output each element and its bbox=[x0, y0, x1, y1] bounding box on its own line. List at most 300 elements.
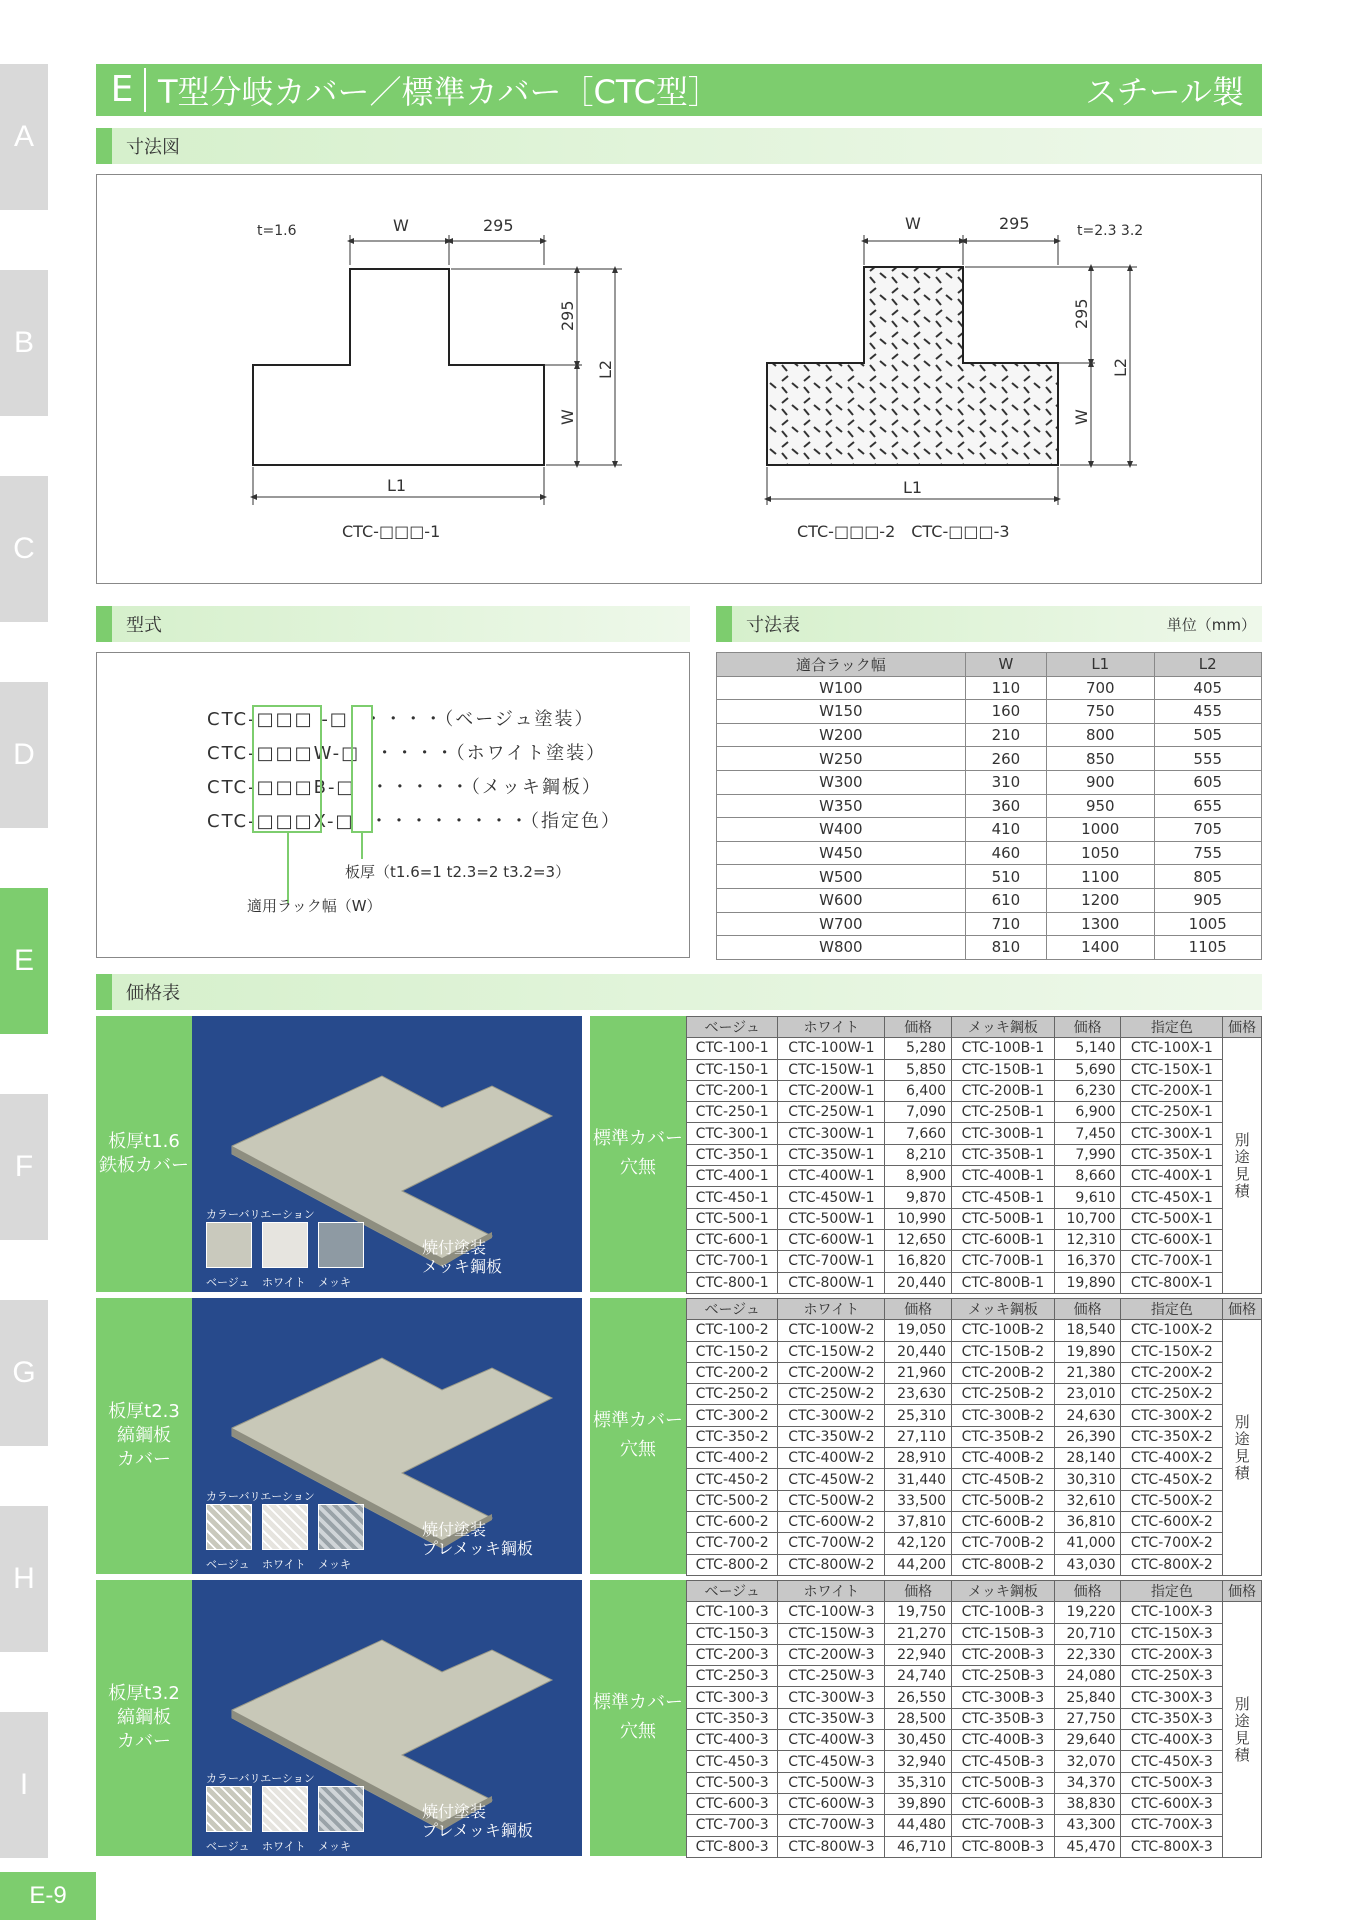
table-cell: CTC-600-1 bbox=[687, 1229, 778, 1250]
table-row bbox=[687, 1362, 1262, 1383]
price-note: 別途見積 bbox=[1223, 1038, 1262, 1294]
table-cell: CTC-300X-3 bbox=[1121, 1687, 1223, 1708]
table-row bbox=[717, 818, 1262, 842]
color-swatch-white bbox=[262, 1504, 308, 1550]
table-header: ベージュ bbox=[687, 1017, 778, 1038]
price-block bbox=[96, 1298, 1262, 1574]
table-row bbox=[687, 1751, 1262, 1772]
thickness-leader-line bbox=[361, 833, 363, 859]
table-cell: 655 bbox=[1154, 794, 1262, 818]
table-cell: CTC-600X-2 bbox=[1121, 1511, 1223, 1532]
table-header: ホワイト bbox=[778, 1017, 885, 1038]
table-row bbox=[687, 1469, 1262, 1490]
table-cell: 460 bbox=[965, 841, 1046, 865]
table-cell: 39,890 bbox=[885, 1793, 952, 1814]
table-cell: 5,690 bbox=[1054, 1059, 1121, 1080]
table-cell: W600 bbox=[717, 888, 966, 912]
table-row bbox=[687, 1384, 1262, 1405]
table-cell: CTC-800-3 bbox=[687, 1836, 778, 1857]
table-row bbox=[687, 1144, 1262, 1165]
dim-295-vertical-label: 295 bbox=[558, 300, 577, 331]
table-cell: CTC-450B-3 bbox=[952, 1751, 1055, 1772]
table-header: メッキ鋼板 bbox=[952, 1017, 1055, 1038]
table-cell: CTC-200W-3 bbox=[778, 1644, 885, 1665]
table-cell: CTC-100B-1 bbox=[952, 1038, 1055, 1059]
table-header: 指定色 bbox=[1121, 1299, 1223, 1320]
table-cell: 10,990 bbox=[885, 1208, 952, 1229]
page-title: T型分岐カバー／標準カバー［CTC型］ bbox=[158, 73, 720, 111]
product-image bbox=[192, 1298, 582, 1574]
table-row bbox=[717, 747, 1262, 771]
table-cell: CTC-400W-1 bbox=[778, 1166, 885, 1187]
w-vertical-label-right: W bbox=[1072, 409, 1091, 425]
drawing-caption-right: CTC-□□□-2 CTC-□□□-3 bbox=[797, 522, 1010, 541]
l1-label-right: L1 bbox=[903, 478, 923, 497]
table-cell: CTC-450W-2 bbox=[778, 1469, 885, 1490]
table-cell: CTC-700X-3 bbox=[1121, 1815, 1223, 1836]
table-header: 価格 bbox=[885, 1017, 952, 1038]
table-cell: CTC-450B-1 bbox=[952, 1187, 1055, 1208]
table-cell: 41,000 bbox=[1054, 1533, 1121, 1554]
table-cell: CTC-150B-2 bbox=[952, 1341, 1055, 1362]
finish-label: 焼付塗装 プレメッキ鋼板 bbox=[422, 1520, 533, 1559]
table-cell: 410 bbox=[965, 818, 1046, 842]
table-row bbox=[687, 1448, 1262, 1469]
table-cell: CTC-600B-1 bbox=[952, 1229, 1055, 1250]
table-header: メッキ鋼板 bbox=[952, 1299, 1055, 1320]
width-code-highlight bbox=[252, 705, 322, 833]
table-cell: 755 bbox=[1154, 841, 1262, 865]
table-cell: 20,710 bbox=[1054, 1623, 1121, 1644]
table-cell: 46,710 bbox=[885, 1836, 952, 1857]
table-cell: CTC-500X-1 bbox=[1121, 1208, 1223, 1229]
table-cell: CTC-350X-2 bbox=[1121, 1426, 1223, 1447]
color-swatch-beige bbox=[206, 1786, 252, 1832]
table-cell: 900 bbox=[1047, 770, 1154, 794]
table-cell: CTC-500B-2 bbox=[952, 1490, 1055, 1511]
table-header: 価格 bbox=[885, 1299, 952, 1320]
side-tab-d[interactable]: D bbox=[0, 682, 48, 828]
drawing-caption-left: CTC-□□□-1 bbox=[342, 522, 441, 541]
table-header: 適合ラック幅 bbox=[717, 653, 966, 677]
table-row bbox=[717, 841, 1262, 865]
table-cell: CTC-800B-1 bbox=[952, 1272, 1055, 1293]
table-cell: 5,280 bbox=[885, 1038, 952, 1059]
table-cell: CTC-100X-3 bbox=[1121, 1602, 1223, 1623]
table-cell: 1100 bbox=[1047, 865, 1154, 889]
table-row bbox=[687, 1772, 1262, 1793]
table-cell: CTC-300-2 bbox=[687, 1405, 778, 1426]
table-cell: 905 bbox=[1154, 888, 1262, 912]
table-row bbox=[717, 794, 1262, 818]
table-cell: 16,820 bbox=[885, 1251, 952, 1272]
table-cell: CTC-200-1 bbox=[687, 1080, 778, 1101]
side-tab-f[interactable]: F bbox=[0, 1094, 48, 1240]
table-cell: 43,030 bbox=[1054, 1554, 1121, 1575]
side-tab-h[interactable]: H bbox=[0, 1506, 48, 1652]
table-cell: 1005 bbox=[1154, 912, 1262, 936]
table-cell: CTC-300W-2 bbox=[778, 1405, 885, 1426]
t-shape-checkered bbox=[767, 267, 1058, 465]
table-cell: W300 bbox=[717, 770, 966, 794]
table-cell: CTC-600B-2 bbox=[952, 1511, 1055, 1532]
section-title: 寸法図 bbox=[126, 137, 180, 158]
table-cell: CTC-100W-3 bbox=[778, 1602, 885, 1623]
table-header: 価格 bbox=[1223, 1017, 1262, 1038]
table-cell: W400 bbox=[717, 818, 966, 842]
l2-label: L2 bbox=[596, 359, 615, 379]
table-cell: 850 bbox=[1047, 747, 1154, 771]
side-tab-c[interactable]: C bbox=[0, 476, 48, 622]
table-cell: CTC-300B-3 bbox=[952, 1687, 1055, 1708]
table-cell: CTC-150-2 bbox=[687, 1341, 778, 1362]
section-dimension-drawing bbox=[96, 128, 1262, 164]
table-row bbox=[687, 1272, 1262, 1293]
table-cell: CTC-200-3 bbox=[687, 1644, 778, 1665]
table-cell: CTC-400-1 bbox=[687, 1166, 778, 1187]
table-header: 指定色 bbox=[1121, 1581, 1223, 1602]
table-cell: CTC-150B-3 bbox=[952, 1623, 1055, 1644]
table-cell: CTC-250W-1 bbox=[778, 1102, 885, 1123]
table-row bbox=[687, 1687, 1262, 1708]
table-cell: 19,220 bbox=[1054, 1602, 1121, 1623]
table-row bbox=[687, 1123, 1262, 1144]
table-cell: 12,650 bbox=[885, 1229, 952, 1250]
price-block bbox=[96, 1016, 1262, 1292]
table-cell: 20,440 bbox=[885, 1341, 952, 1362]
table-row bbox=[717, 865, 1262, 889]
table-cell: 28,500 bbox=[885, 1708, 952, 1729]
table-cell: CTC-400X-1 bbox=[1121, 1166, 1223, 1187]
table-cell: CTC-250-1 bbox=[687, 1102, 778, 1123]
table-row bbox=[687, 1208, 1262, 1229]
table-row bbox=[687, 1229, 1262, 1250]
table-cell: CTC-350W-2 bbox=[778, 1426, 885, 1447]
table-cell: CTC-300X-1 bbox=[1121, 1123, 1223, 1144]
side-tab-b[interactable]: B bbox=[0, 270, 48, 416]
table-cell: CTC-800-2 bbox=[687, 1554, 778, 1575]
thickness-code-highlight bbox=[351, 705, 373, 833]
table-cell: CTC-800W-2 bbox=[778, 1554, 885, 1575]
table-cell: CTC-600X-3 bbox=[1121, 1793, 1223, 1814]
table-cell: CTC-600W-2 bbox=[778, 1511, 885, 1532]
model-line: CTC-□□□B-□ ・・・・・（メッキ鋼板） bbox=[207, 777, 602, 798]
table-cell: CTC-400-2 bbox=[687, 1448, 778, 1469]
table-row bbox=[687, 1341, 1262, 1362]
table-cell: 1000 bbox=[1047, 818, 1154, 842]
table-cell: 1300 bbox=[1047, 912, 1154, 936]
table-cell: CTC-350-3 bbox=[687, 1708, 778, 1729]
table-cell: CTC-500W-1 bbox=[778, 1208, 885, 1229]
table-row bbox=[717, 936, 1262, 960]
table-cell: W350 bbox=[717, 794, 966, 818]
dim-295-label: 295 bbox=[483, 216, 514, 235]
table-row bbox=[687, 1602, 1262, 1623]
table-cell: CTC-250X-1 bbox=[1121, 1102, 1223, 1123]
table-header: メッキ鋼板 bbox=[952, 1581, 1055, 1602]
swatch-label: ベージュ bbox=[206, 1840, 250, 1853]
color-swatch-beige bbox=[206, 1222, 252, 1268]
swatch-label: ホワイト bbox=[262, 1276, 306, 1289]
table-cell: 810 bbox=[965, 936, 1046, 960]
table-cell: W250 bbox=[717, 747, 966, 771]
table-cell: CTC-150W-1 bbox=[778, 1059, 885, 1080]
table-cell: CTC-450X-3 bbox=[1121, 1751, 1223, 1772]
table-header: 指定色 bbox=[1121, 1017, 1223, 1038]
table-row bbox=[687, 1511, 1262, 1532]
table-row bbox=[717, 676, 1262, 700]
table-cell: CTC-400W-3 bbox=[778, 1730, 885, 1751]
table-cell: CTC-150W-2 bbox=[778, 1341, 885, 1362]
table-cell: 160 bbox=[965, 700, 1046, 724]
thickness-label: t=1.6 bbox=[257, 223, 297, 239]
table-cell: CTC-200W-1 bbox=[778, 1080, 885, 1101]
table-cell: 260 bbox=[965, 747, 1046, 771]
table-header: 価格 bbox=[1054, 1017, 1121, 1038]
table-cell: 36,810 bbox=[1054, 1511, 1121, 1532]
table-cell: 510 bbox=[965, 865, 1046, 889]
table-cell: 555 bbox=[1154, 747, 1262, 771]
price-table bbox=[686, 1580, 1262, 1858]
table-row bbox=[687, 1059, 1262, 1080]
table-cell: CTC-500B-3 bbox=[952, 1772, 1055, 1793]
side-tab-a[interactable]: A bbox=[0, 64, 48, 210]
model-box bbox=[96, 652, 690, 958]
table-row bbox=[687, 1251, 1262, 1272]
color-swatch-white bbox=[262, 1222, 308, 1268]
table-cell: 22,330 bbox=[1054, 1644, 1121, 1665]
table-cell: 27,110 bbox=[885, 1426, 952, 1447]
table-cell: 28,140 bbox=[1054, 1448, 1121, 1469]
table-cell: CTC-150B-1 bbox=[952, 1059, 1055, 1080]
table-cell: 710 bbox=[965, 912, 1046, 936]
table-row bbox=[687, 1730, 1262, 1751]
table-cell: 44,200 bbox=[885, 1554, 952, 1575]
swatch-label: メッキ bbox=[318, 1276, 351, 1289]
table-cell: CTC-300B-1 bbox=[952, 1123, 1055, 1144]
table-row bbox=[687, 1623, 1262, 1644]
table-cell: CTC-700B-2 bbox=[952, 1533, 1055, 1554]
table-row bbox=[687, 1405, 1262, 1426]
table-cell: 805 bbox=[1154, 865, 1262, 889]
table-cell: CTC-200X-2 bbox=[1121, 1362, 1223, 1383]
table-cell: CTC-150-3 bbox=[687, 1623, 778, 1644]
table-cell: CTC-700W-1 bbox=[778, 1251, 885, 1272]
table-cell: CTC-100B-2 bbox=[952, 1320, 1055, 1341]
table-cell: CTC-500X-3 bbox=[1121, 1772, 1223, 1793]
swatch-label: ベージュ bbox=[206, 1276, 250, 1289]
table-cell: 32,610 bbox=[1054, 1490, 1121, 1511]
table-cell: CTC-500-1 bbox=[687, 1208, 778, 1229]
swatch-label: ホワイト bbox=[262, 1558, 306, 1571]
table-cell: 20,440 bbox=[885, 1272, 952, 1293]
table-header: ベージュ bbox=[687, 1299, 778, 1320]
table-cell: CTC-100W-1 bbox=[778, 1038, 885, 1059]
swatch-label: メッキ bbox=[318, 1558, 351, 1571]
thickness-label-right: t=2.3 3.2 bbox=[1077, 223, 1144, 239]
table-cell: 31,440 bbox=[885, 1469, 952, 1490]
table-cell: 26,390 bbox=[1054, 1426, 1121, 1447]
t-shape-plain bbox=[253, 269, 544, 465]
table-cell: 26,550 bbox=[885, 1687, 952, 1708]
table-cell: W150 bbox=[717, 700, 966, 724]
material-label: スチール製 bbox=[1085, 73, 1244, 111]
width-note: 適用ラック幅（W） bbox=[247, 897, 382, 915]
table-cell: 605 bbox=[1154, 770, 1262, 794]
table-cell: CTC-250-2 bbox=[687, 1384, 778, 1405]
table-cell: CTC-700B-1 bbox=[952, 1251, 1055, 1272]
table-row bbox=[687, 1666, 1262, 1687]
table-cell: 6,400 bbox=[885, 1080, 952, 1101]
table-cell: CTC-150W-3 bbox=[778, 1623, 885, 1644]
table-cell: 32,940 bbox=[885, 1751, 952, 1772]
table-cell: CTC-200-2 bbox=[687, 1362, 778, 1383]
table-cell: 1400 bbox=[1047, 936, 1154, 960]
table-cell: CTC-450-3 bbox=[687, 1751, 778, 1772]
table-cell: CTC-700-3 bbox=[687, 1815, 778, 1836]
table-cell: CTC-300B-2 bbox=[952, 1405, 1055, 1426]
table-cell: 110 bbox=[965, 676, 1046, 700]
table-row bbox=[687, 1490, 1262, 1511]
table-cell: 44,480 bbox=[885, 1815, 952, 1836]
color-swatch-beige bbox=[206, 1504, 252, 1550]
table-cell: CTC-800X-1 bbox=[1121, 1272, 1223, 1293]
table-header: 価格 bbox=[1054, 1299, 1121, 1320]
color-swatch-galvanized bbox=[318, 1504, 364, 1550]
table-cell: CTC-400B-2 bbox=[952, 1448, 1055, 1469]
side-tab-i[interactable]: I bbox=[0, 1712, 48, 1858]
table-cell: CTC-200X-1 bbox=[1121, 1080, 1223, 1101]
swatch-label: ベージュ bbox=[206, 1558, 250, 1571]
table-cell: CTC-700X-2 bbox=[1121, 1533, 1223, 1554]
page-number: E-9 bbox=[0, 1872, 96, 1920]
table-row bbox=[687, 1102, 1262, 1123]
table-cell: 5,140 bbox=[1054, 1038, 1121, 1059]
table-cell: 6,900 bbox=[1054, 1102, 1121, 1123]
table-cell: CTC-800W-3 bbox=[778, 1836, 885, 1857]
table-cell: CTC-500-3 bbox=[687, 1772, 778, 1793]
table-cell: CTC-250-3 bbox=[687, 1666, 778, 1687]
table-cell: 210 bbox=[965, 723, 1046, 747]
table-cell: CTC-350B-3 bbox=[952, 1708, 1055, 1729]
table-cell: 7,090 bbox=[885, 1102, 952, 1123]
table-cell: 8,900 bbox=[885, 1166, 952, 1187]
table-cell: 19,890 bbox=[1054, 1272, 1121, 1293]
table-cell: CTC-600W-1 bbox=[778, 1229, 885, 1250]
table-cell: CTC-250W-2 bbox=[778, 1384, 885, 1405]
table-cell: CTC-600-2 bbox=[687, 1511, 778, 1532]
table-cell: 12,310 bbox=[1054, 1229, 1121, 1250]
swatch-label: メッキ bbox=[318, 1840, 351, 1853]
table-cell: 1050 bbox=[1047, 841, 1154, 865]
table-cell: W100 bbox=[717, 676, 966, 700]
table-cell: CTC-400X-3 bbox=[1121, 1730, 1223, 1751]
table-cell: 8,210 bbox=[885, 1144, 952, 1165]
table-cell: CTC-700X-1 bbox=[1121, 1251, 1223, 1272]
table-row bbox=[687, 1815, 1262, 1836]
table-row bbox=[717, 912, 1262, 936]
color-swatch-white bbox=[262, 1786, 308, 1832]
table-cell: CTC-350B-1 bbox=[952, 1144, 1055, 1165]
table-cell: W500 bbox=[717, 865, 966, 889]
model-line: CTC-□□□X-□ ・・・・・・・・（指定色） bbox=[207, 811, 621, 832]
table-cell: 27,750 bbox=[1054, 1708, 1121, 1729]
table-cell: 750 bbox=[1047, 700, 1154, 724]
w-vertical-label: W bbox=[558, 409, 577, 425]
table-cell: 360 bbox=[965, 794, 1046, 818]
table-row bbox=[687, 1708, 1262, 1729]
color-variation-label: カラーバリエーション bbox=[206, 1772, 315, 1785]
table-cell: CTC-250B-1 bbox=[952, 1102, 1055, 1123]
thickness-category-label: 板厚t3.2 縞鋼板 カバー bbox=[96, 1580, 192, 1856]
price-table bbox=[686, 1298, 1262, 1576]
table-cell: 9,870 bbox=[885, 1187, 952, 1208]
table-cell: 42,120 bbox=[885, 1533, 952, 1554]
table-cell: 8,660 bbox=[1054, 1166, 1121, 1187]
table-cell: CTC-800B-3 bbox=[952, 1836, 1055, 1857]
table-cell: CTC-250B-3 bbox=[952, 1666, 1055, 1687]
table-row bbox=[687, 1793, 1262, 1814]
table-cell: CTC-450-2 bbox=[687, 1469, 778, 1490]
table-cell: CTC-700-1 bbox=[687, 1251, 778, 1272]
table-cell: 7,990 bbox=[1054, 1144, 1121, 1165]
table-cell: CTC-600W-3 bbox=[778, 1793, 885, 1814]
table-row bbox=[687, 1426, 1262, 1447]
table-cell: CTC-450B-2 bbox=[952, 1469, 1055, 1490]
table-cell: 43,300 bbox=[1054, 1815, 1121, 1836]
l2-label-right: L2 bbox=[1111, 357, 1130, 377]
table-cell: CTC-250X-2 bbox=[1121, 1384, 1223, 1405]
table-cell: CTC-400-3 bbox=[687, 1730, 778, 1751]
table-cell: 405 bbox=[1154, 676, 1262, 700]
table-cell: CTC-700-2 bbox=[687, 1533, 778, 1554]
table-cell: CTC-100-2 bbox=[687, 1320, 778, 1341]
dimension-table bbox=[716, 652, 1262, 960]
table-cell: 610 bbox=[965, 888, 1046, 912]
side-tab-e[interactable]: E bbox=[0, 888, 48, 1034]
table-cell: 705 bbox=[1154, 818, 1262, 842]
table-cell: 7,450 bbox=[1054, 1123, 1121, 1144]
dim-295-label-right: 295 bbox=[999, 214, 1030, 233]
dimension-drawing-box bbox=[96, 174, 1262, 584]
table-cell: 23,010 bbox=[1054, 1384, 1121, 1405]
price-block bbox=[96, 1580, 1262, 1856]
section-title: 寸法表 bbox=[746, 615, 800, 636]
table-cell: CTC-100W-2 bbox=[778, 1320, 885, 1341]
table-cell: CTC-150X-2 bbox=[1121, 1341, 1223, 1362]
table-cell: 700 bbox=[1047, 676, 1154, 700]
table-header: 価格 bbox=[1223, 1581, 1262, 1602]
cover-type-label: 標準カバー 穴無 bbox=[590, 1016, 686, 1292]
section-dimension-table bbox=[716, 606, 1262, 642]
table-cell: CTC-200B-3 bbox=[952, 1644, 1055, 1665]
table-cell: CTC-300X-2 bbox=[1121, 1405, 1223, 1426]
side-tab-g[interactable]: G bbox=[0, 1300, 48, 1446]
section-title: 型式 bbox=[126, 615, 162, 636]
table-cell: CTC-150X-1 bbox=[1121, 1059, 1223, 1080]
model-line: CTC-□□□W-□ ・・・・（ホワイト塗装） bbox=[207, 743, 607, 764]
table-header: ホワイト bbox=[778, 1299, 885, 1320]
section-letter: E bbox=[100, 68, 146, 112]
table-cell: 310 bbox=[965, 770, 1046, 794]
section-title: 価格表 bbox=[126, 983, 180, 1004]
table-cell: CTC-500W-3 bbox=[778, 1772, 885, 1793]
table-cell: 455 bbox=[1154, 700, 1262, 724]
table-header: L1 bbox=[1047, 653, 1154, 677]
table-cell: 19,050 bbox=[885, 1320, 952, 1341]
table-cell: 23,630 bbox=[885, 1384, 952, 1405]
table-cell: CTC-200W-2 bbox=[778, 1362, 885, 1383]
